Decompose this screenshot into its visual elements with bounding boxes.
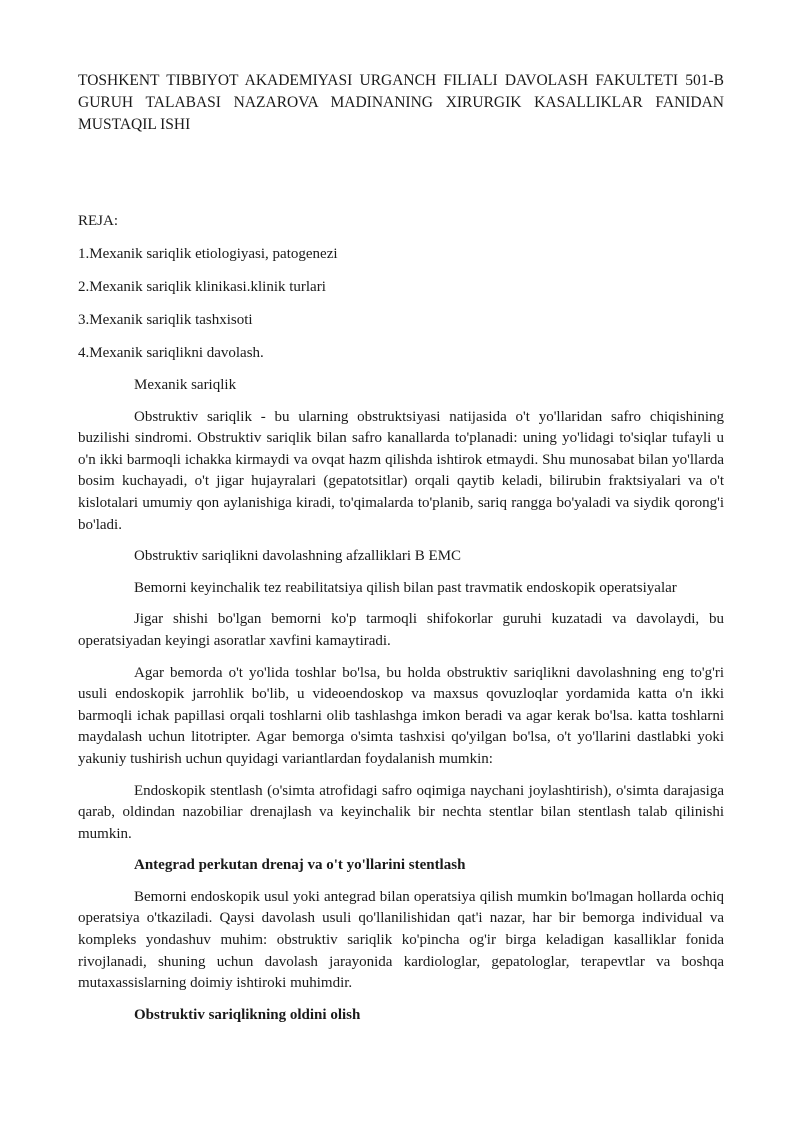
paragraph-definition: Obstruktiv sariqlik - bu ularning obstruktsiyasi natijasida o't yo'llaridan safro chiqishining buzilishi sindromi. Obstruktiv sariqlik bilan safro kanallarda to'planadi: uning yo'lidagi to'siqlar tufayli u o'n ikki barmoqli ichakka kirmaydi va ovqat hazm qilishda ishtirok etmaydi. Shu munosabat bilan yo'llarda bosim kuchayadi, o't jigar hujayralari (gepatotsitlar) orqali qaytib keladi, bilirubin fraktsiyalari va o't kislotalari umumiy qon aylanishiga kiradi, to'qimalarda to'planib, sariq rangga bo'yaladi va siydik qorong'i bo'ladi. bbox=[78, 408, 724, 533]
document-title: TOSHKENT TIBBIYOT AKADEMIYASI URGANCH FILIALI DAVOLASH FAKULTETI 501-B GURUH TALABASI NAZAROVA MADINANING XIRURGIK KASALLIKLAR FANIDAN MUSTAQIL ISHI bbox=[78, 72, 724, 133]
paragraph-gallstones: Agar bemorda o't yo'lida toshlar bo'lsa, bu holda obstruktiv sariqlikni davolashning eng to'g'ri usuli endoskopik jarrohlik bo'lib, u videoendoskop va maxsus qovuzloqlar yordamida katta o'n ikki barmoqli ichak papillasi orqali toshlarni olib tashlashga imkon beradi va agar kerak bo'lsa. katta toshlarni maydalash uchun litotripter. Agar bemorga o'simta tashxisi qo'yilgan bo'lsa, o't yo'llarini dastlabki yoki yakuniy tushirish uchun quyidagi variantlardan foydalanish mumkin: bbox=[78, 664, 724, 767]
plan-item-3: 3.Mexanik sariqlik tashxisoti bbox=[78, 312, 253, 328]
paragraph-advantages-heading: Obstruktiv sariqlikni davolashning afzalliklari B EMC bbox=[134, 548, 462, 565]
plan-item-2: 2.Mexanik sariqlik klinikasi.klinik turlari bbox=[78, 279, 326, 295]
paragraph-endoscopic-stenting: Endoskopik stentlash (o'simta atrofidagi safro oqimiga naychani joylashtirish), o'simta darajasiga qarab, oldindan nazobiliar drenajlash va keyinchalik bir nechta stentlar bilan stentlash talab qilinishi mumkin. bbox=[78, 782, 724, 842]
subheading-antegrade-drainage: Antegrad perkutan drenaj va o't yo'llarini stentlash bbox=[134, 857, 466, 874]
plan-heading: REJA: bbox=[78, 213, 119, 229]
subheading-prevention: Obstruktiv sariqlikning oldini olish bbox=[134, 1006, 361, 1023]
document-body bbox=[78, 70, 724, 1026]
section-heading-mexanik-sariqlik: Mexanik sariqlik bbox=[134, 377, 237, 393]
paragraph-rehabilitation: Bemorni keyinchalik tez reabilitatsiya qilish bilan past travmatik endoskopik operatsiyalar bbox=[134, 579, 677, 596]
plan-item-4: 4.Mexanik sariqlikni davolash. bbox=[78, 345, 264, 361]
paragraph-liver-tumor: Jigar shishi bo'lgan bemorni ko'p tarmoqli shifokorlar guruhi kuzatadi va davolaydi, bu operatsiyadan keyingi asoratlar xavfini kamaytiradi. bbox=[78, 611, 724, 649]
paragraph-open-surgery: Bemorni endoskopik usul yoki antegrad bilan operatsiya qilish mumkin bo'lmagan hollarda ochiq operatsiya o'tkaziladi. Qaysi davolash usuli qo'llanilishidan qat'i nazar, har bir bemorga individual va kompleks yondashuv muhim: obstruktiv sariqlik ko'pincha og'ir birga keladigan kasalliklar fonida rivojlanadi, shuning uchun davolash jarayonida kardiologlar, gepatologlar, terapevtlar va boshqa mutaxassislarning doimiy ishtiroki muhimdir. bbox=[78, 888, 724, 992]
plan-section bbox=[78, 210, 724, 364]
plan-item-1: 1.Mexanik sariqlik etiologiyasi, patogenezi bbox=[78, 246, 338, 262]
